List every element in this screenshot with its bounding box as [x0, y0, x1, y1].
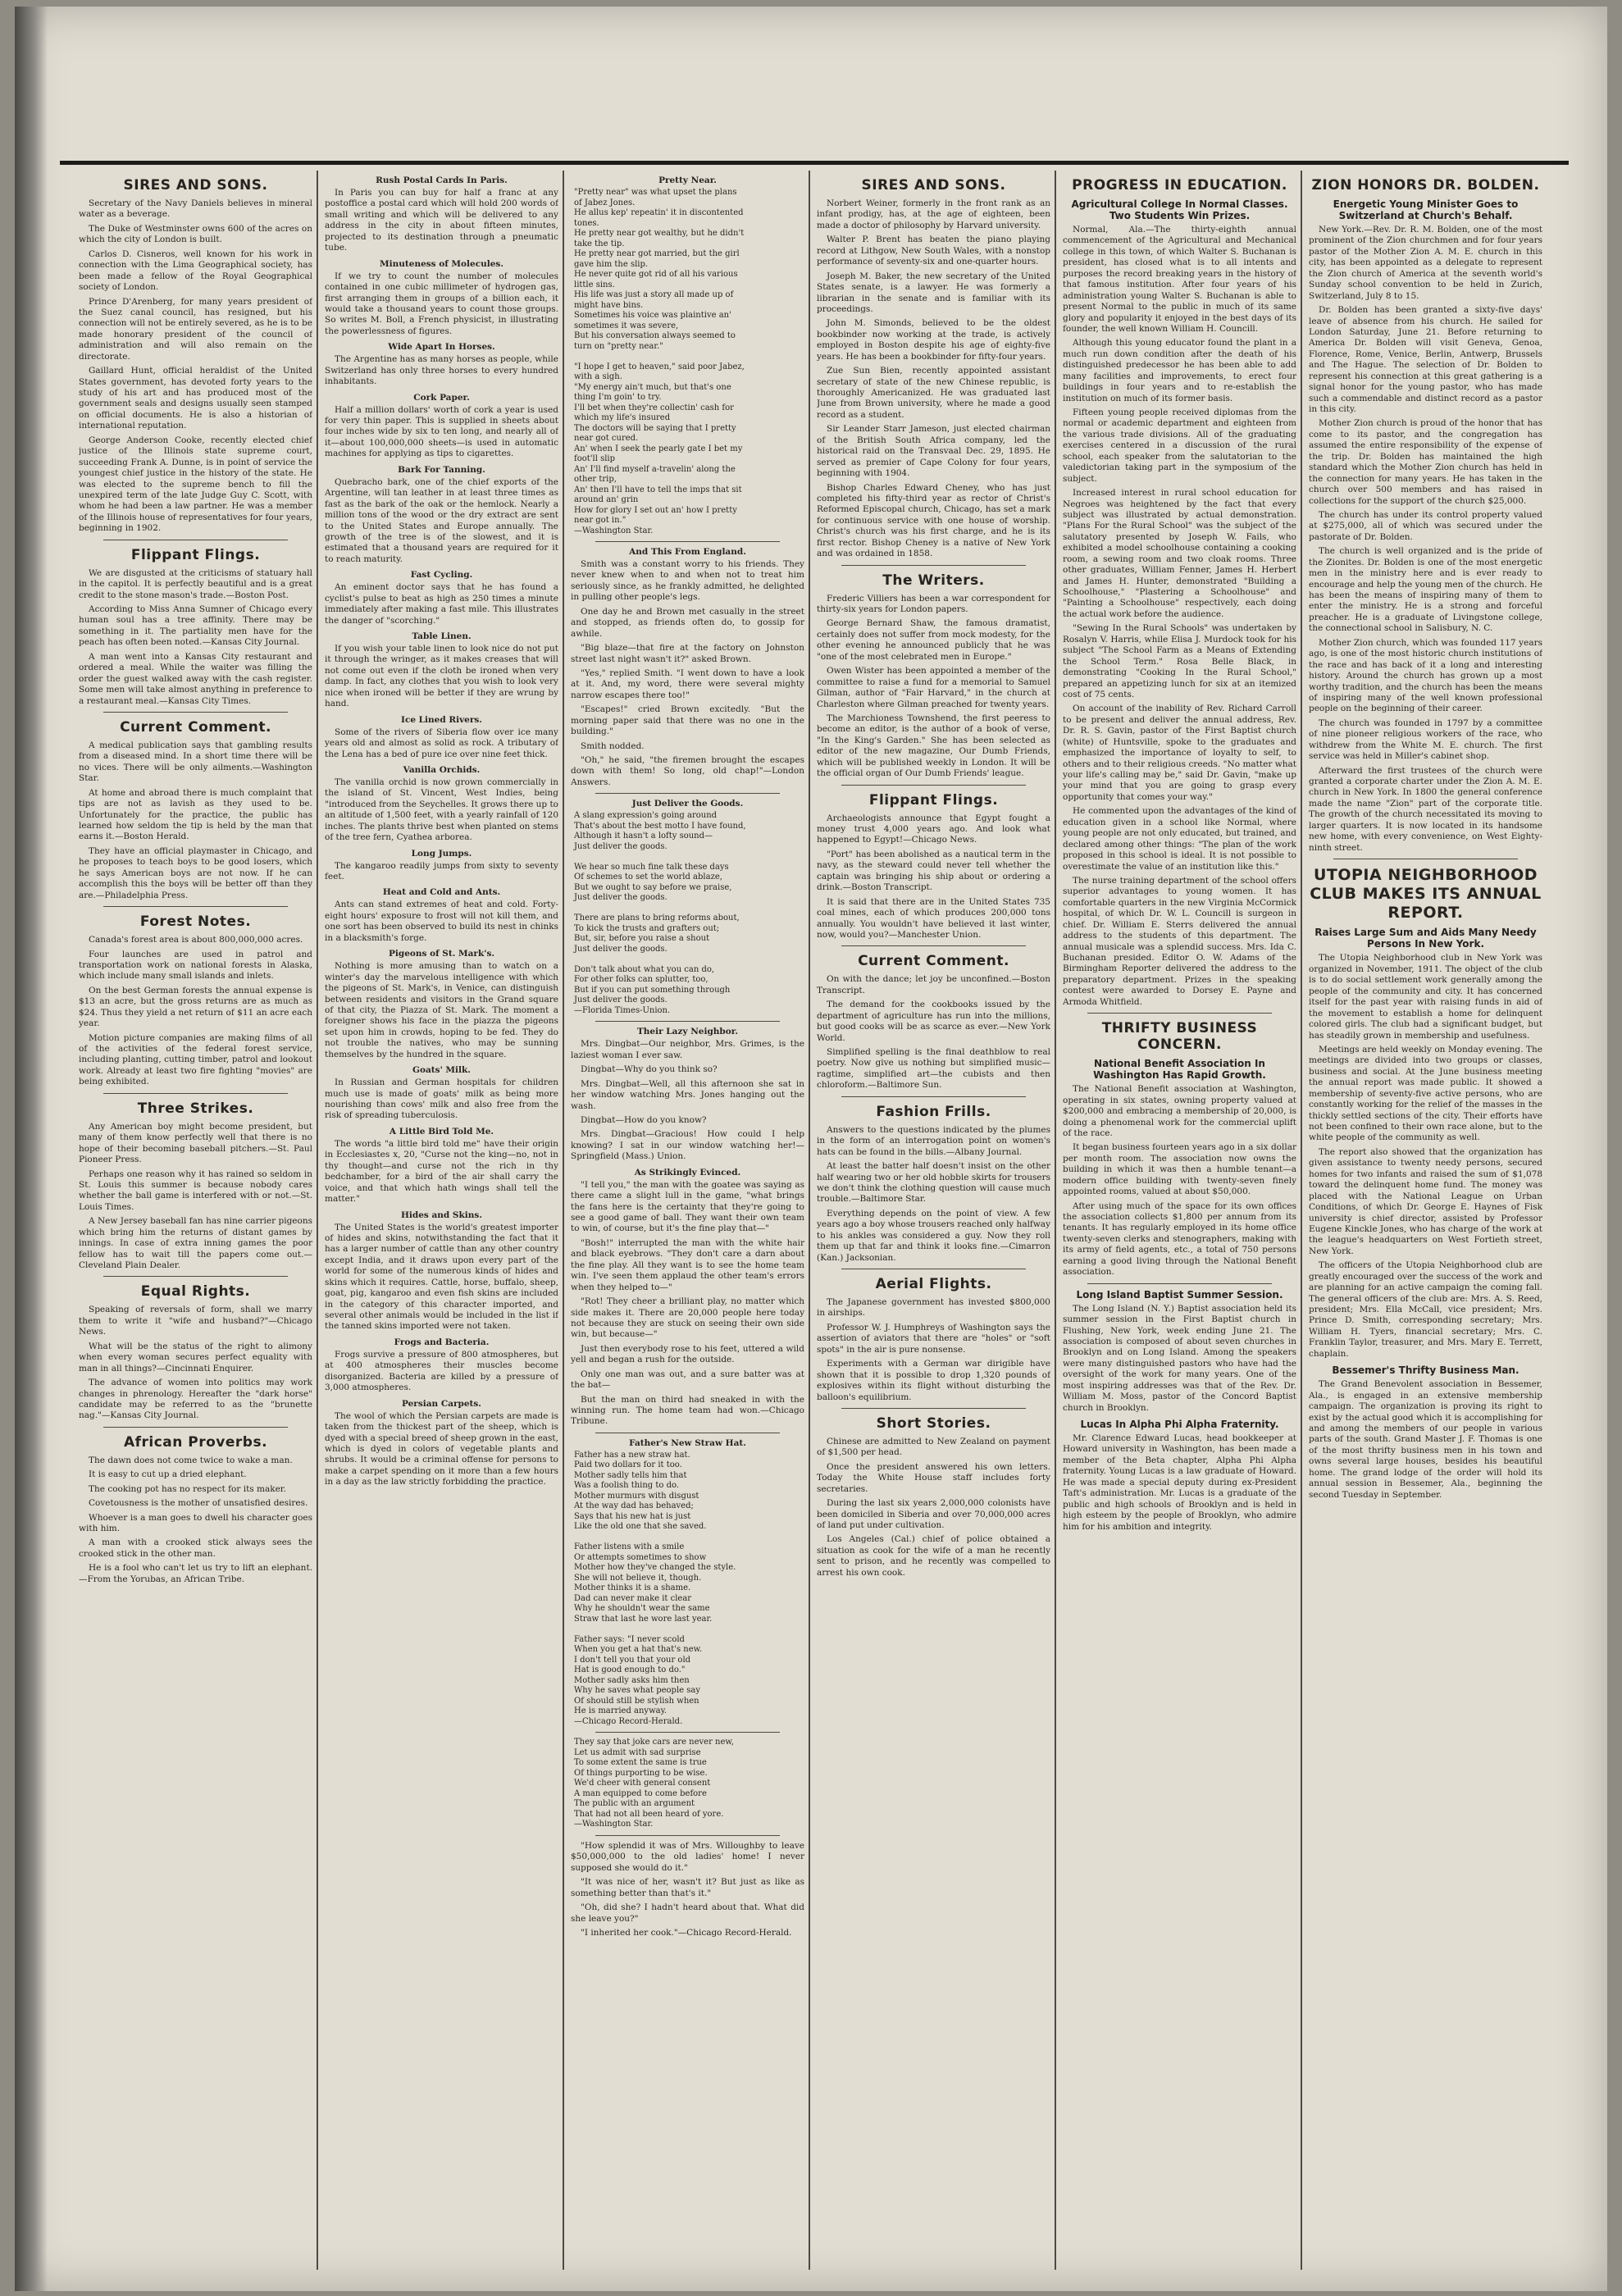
article-body — [325, 961, 558, 1060]
paragraph: "How splendid it was of Mrs. Willoughby to leave $50,000,000 to the old ladies' home! I never supposed she would do it." — [571, 1840, 804, 1873]
section-heading: Fashion Frills. — [876, 1103, 991, 1120]
paragraph: Only one man was out, and a sure batter was at the bat— — [571, 1369, 804, 1391]
paragraph: It began business fourteen years ago in a six dollar per month room. The association now owns the building in which it was then a humble tenant—a modern office building with twenty-seven finely appointed rooms, valued at about $50,000. — [1063, 1142, 1296, 1197]
divider — [595, 1021, 780, 1022]
article-body — [817, 1437, 1050, 1578]
divider — [841, 565, 1026, 566]
article-body — [325, 1223, 558, 1332]
paragraph: Answers to the questions indicated by the plumes in the form of an interrogation point on women's hats can be found in the bills.—Albany Journal. — [817, 1124, 1050, 1157]
paragraph: "Port" has been abolished as a nautical term in the navy, as the steward could never tell whether the captain was bringing his ship about or ordering a drink.—Boston Transcript. — [817, 849, 1050, 893]
paragraph: New York.—Rev. Dr. R. M. Bolden, one of the most prominent of the Zion churchmen and for four years pastor of the Mother Zion A. M. E. church in this city, has been appointed as a delegate to represent the Zion church of America at the seventh world's Sunday school convention to be held in Zurich, Switzerland, July 8 to 15. — [1309, 225, 1542, 301]
paragraph: Smith was a constant worry to his friends. They never knew when to and when not to treat him seriously since, as he frankly admitted, he delighted in pulling other people's legs. — [571, 559, 804, 603]
paragraph: Owen Wister has been appointed a member of the committee to raise a fund for a memorial to Samuel Gilman, author of "Fair Harvard," in the church at Charleston where Gilman preached for twenty years. — [817, 666, 1050, 709]
paragraph: One day he and Brown met casually in the street and stopped, as friends often do, to gossip for awhile. — [571, 606, 804, 639]
paragraph: On the best German forests the annual expense is $13 an acre, but the gross returns are as much as $24. Thus they yield a net return of $11 an acre each year. — [79, 985, 312, 1029]
item-heading: And This From England. — [629, 547, 746, 557]
article-body — [325, 271, 558, 338]
article-body — [817, 813, 1050, 941]
paragraph: The report also showed that the organization has given assistance to twenty needy persons, secured homes for two infants and raised the sum of $1,078 toward the delinquent home fund. The money was placed with the National League on Urban Conditions, of which Dr. George E. Haynes of Fisk university is chief director, assisted by Professor Eugene Kinckle Jones, who has charge of the work at the league's headquarters on West Fortieth street, New York. — [1309, 1146, 1542, 1256]
paragraph: "Big blaze—that fire at the factory on Johnston street last night wasn't it?" asked Brown. — [571, 643, 804, 664]
paragraph: "Bosh!" interrupted the man with the white hair and black eyebrows. "They don't care a darn about the fine play. All they want is to see the home team win. I've seen them applaud the other team's errors when they helped to—" — [571, 1237, 804, 1292]
article-body — [1063, 225, 1296, 1008]
article-body — [325, 1077, 558, 1122]
subheading: Agricultural College In Normal Classes. Two Students Win Prizes. — [1071, 198, 1288, 221]
divider — [841, 785, 1026, 786]
item-heading: Wide Apart In Horses. — [388, 342, 495, 353]
column-rule — [1055, 171, 1056, 2270]
column-1 — [79, 171, 312, 2270]
section-heading: African Proverbs. — [123, 1433, 268, 1451]
paragraph: Dingbat—How do you know? — [581, 1114, 707, 1125]
paragraph: Ants can stand extremes of heat and cold. Forty-eight hours' exposure to frost will not kill them, and one sort has been observed to build its nest in chinks in a blacksmith's forge. — [325, 900, 558, 943]
paragraph: Smith nodded. — [581, 740, 645, 751]
column-2 — [325, 171, 558, 2270]
poem: "Pretty near" was what upset the plans of Jabez Jones. He allus kep' repeatin' it in discontented tones. He pretty near got wealthy, but he didn't take the tip. He pretty near got married, but the girl gave him the slip. He never quite got rid of all his various little sins. His life was just a story all made up of might have bins. Sometimes his voice was plaintive an' sometimes it was severe, But his conversation always seemed to turn on "pretty near." "I hope I get to heaven," said poor Jabez, with a sigh. "My energy ain't much, but that's one thing I'm goin' to try. I'll bet when they're collectin' cash for which my life's insured The doctors will be saying that I pretty near got cured. An' when I seek the pearly gate I bet my foot'll slip An' I'll find myself a-travelin' along the other trip, An' then I'll have to tell the imps that sit around an' grin How for glory I set out an' how I pretty near got in." —Washington Star. — [574, 188, 745, 535]
paragraph: He commented upon the advantages of the kind of education given in a school like Normal, where young people are not only educated, but trained, and declared among other things: "The plan of the work proposed in this school is ideal. It is not possible to overestimate the value of an institution like this." — [1063, 806, 1296, 872]
paragraph: The nurse training department of the school offers superior advantages to young women. It has comfortable quarters in the new Virginia McCormick hospital, of which Dr. W. L. Councill is surgeon in chief. Dr. William E. Sterrs delivered the annual address to the students of this department. The annual musicale was a splendid success. Mrs. Ida C. Buchanan presided. Editor O. W. Adams of the Birmingham Reporter delivered the address to the preparatory department. Prizes in the speaking contest were awarded to Dorsey E. Payne and Armoda Whitfield. — [1063, 875, 1296, 1007]
paragraph: Although this young educator found the plant in a much run down condition after the death of his distinguished predecessor he has been able to add many facilities and improvements, to erect four buildings in four years and to re-establish the institution on much of its former basis. — [1063, 338, 1296, 403]
column-rule — [563, 171, 564, 2270]
paragraph: Covetousness is the mother of unsatisfied desires. — [89, 1498, 308, 1509]
item-heading: Vanilla Orchids. — [403, 764, 481, 775]
divider — [103, 1427, 288, 1428]
article-body — [79, 568, 312, 707]
section-heading: THRIFTY BUSINESS CONCERN. — [1101, 1020, 1258, 1054]
paragraph: Everything depends on the point of view. A few years ago a boy whose trousers reached only halfway to his ankles was considered a guy. Now they roll them up that far and think it looks fine.—Cimarron (Kan.) Jacksonian. — [817, 1208, 1050, 1263]
paragraph: At home and abroad there is much complaint that tips are not as lavish as they used to be. Unfortunately for the practice, the public has learned how seldom the tip is held by the man that earns it.—Boston Herald. — [79, 787, 312, 842]
divider — [841, 945, 1026, 946]
item-heading: Long Jumps. — [411, 848, 472, 859]
article-body — [79, 1305, 312, 1421]
item-heading: Bark For Tanning. — [398, 464, 485, 475]
paragraph: Meetings are held weekly on Monday evening. The meetings are divided into two groups or classes, business and social. At the June business meeting the annual report was made public. It showed a membership of seventy-five active persons, who are constantly working for the relief of the masses in the thickly settled sections of the city. Their efforts have not been confined to their own race alone, but to the white people of the community as well. — [1309, 1044, 1542, 1143]
paragraph: Simplified spelling is the final deathblow to real poetry. Now give us nothing but simplified music—ragtime, simplified art—the cubists and then chloroform.—Baltimore Sun. — [817, 1047, 1050, 1091]
paragraph: He is a fool who can't let us try to lift an elephant.—From the Yorubas, an African Tribe. — [79, 1563, 312, 1584]
article-body — [325, 1350, 558, 1394]
paragraph: It is said that there are in the United States 735 coal mines, each of which produces 200,000 tons annually. You wouldn't have believed it last winter, now, would you?—Manchester Union. — [817, 896, 1050, 940]
divider — [103, 1093, 288, 1094]
article-body — [571, 1039, 804, 1162]
paragraph: After using much of the space for its own offices the association collects $1,800 per annum from its tenants. It has regularly employed in its home office twenty-seven clerks and stenographers, making with its army of field agents, etc., a total of 750 persons earning a good living through the National Benefit association. — [1063, 1200, 1296, 1278]
paragraph: It is easy to cut up a dried elephant. — [89, 1469, 247, 1480]
subheading: Raises Large Sum and Aids Many Needy Persons In New York. — [1314, 927, 1537, 950]
paragraph: The National Benefit association at Washington, operating in six states, owning property valued at $200,000 and embracing a membership of 20,000, is doing a phenomenal work for the commercial uplift of the race. — [1063, 1084, 1296, 1138]
item-heading: Just Deliver the Goods. — [631, 799, 744, 809]
paragraph: The Japanese government has invested $800,000 in airships. — [817, 1297, 1050, 1319]
item-heading: Father's New Straw Hat. — [629, 1437, 746, 1448]
paragraph: The kangaroo readily jumps from sixty to seventy feet. — [325, 860, 558, 882]
poem: Father has a new straw hat. Paid two dollars for it too. Mother sadly tells him that Was a foolish thing to do. Mother murmurs with disgust At the way dad has behaved; Says that his new hat is just Like the old one that she saved. Father listens with a smile Or attempts sometimes to show Mother how they've changed the style. She will not believe it, though. Mother thinks it is a shame. Dad can never make it clear Why he shouldn't wear the same Straw that last he wore last year. Father says: "I never scold When you get a hat that's new. I don't tell you that your old Hat is good enough to do." Mother sadly asks him then Why he saves what people say Of should still be stylish when He is married anyway. —Chicago Record-Herald. — [574, 1450, 736, 1726]
article-body — [571, 559, 804, 788]
item-heading: Pigeons of St. Mark's. — [388, 949, 495, 959]
paragraph: Any American boy might become president, but many of them know perfectly well that there is no hope of their becoming baseball pitchers.—St. Paul Pioneer Press. — [79, 1121, 312, 1165]
paragraph: Perhaps one reason why it has rained so seldom in St. Louis this summer is because nobody cares whether the ball game is interfered with or not.—St. Louis Times. — [79, 1168, 312, 1212]
column-3 — [571, 171, 804, 2270]
paragraph: "Oh, did she? I hadn't heard about that. What did she leave you?" — [571, 1902, 804, 1924]
article-body — [817, 974, 1050, 1091]
paragraph: A New Jersey baseball fan has nine carrier pigeons which bring him the returns of distant games by innings. In case of extra inning games the poor fellow has to wait till the papers come out.—Cleveland Plain Dealer. — [79, 1216, 312, 1270]
subheading: Energetic Young Minister Goes to Switzerland at Church's Behalf. — [1333, 198, 1519, 221]
article-body — [1063, 1433, 1296, 1533]
article-body — [325, 405, 558, 460]
paragraph: Archaeologists announce that Egypt fought a money trust 4,000 years ago. And look what happened to Egypt!—Chicago News. — [817, 813, 1050, 845]
paragraph: The church is well organized and is the pride of the Zionites. Dr. Bolden is one of the most energetic men in the ministry here and is ever ready to encourage and help the young men of the church. He has been the means of inspiring many of them to enter the ministry. He is a strong and forceful preacher. He is a graduate of Livingstone college, the connectional school in Salisbury, N. C. — [1309, 546, 1542, 634]
divider — [595, 1732, 780, 1733]
subheading: Long Island Baptist Summer Session. — [1076, 1288, 1283, 1301]
paragraph: George Bernard Shaw, the famous dramatist, certainly does not suffer from mock modesty, for the other evening he announced publicly that he was "one of the most celebrated men in Europe." — [817, 618, 1050, 662]
article-body — [79, 198, 312, 535]
column-rule — [1301, 171, 1302, 2270]
article-body — [325, 777, 558, 844]
paragraph: Experiments with a German war dirigible have shown that it is possible to drop 1,320 pounds of explosives within its flight without disturbing the balloon's equilibrium. — [817, 1359, 1050, 1402]
top-rule — [60, 161, 1569, 165]
paragraph: Speaking of reversals of form, shall we marry them to write it "wife and husband?"—Chicago News. — [79, 1305, 312, 1337]
divider — [1087, 1013, 1272, 1014]
paragraph: Frogs survive a pressure of 800 atmospheres, but at 400 atmospheres their muscles become disorganized. Bacteria are killed by a pressure of 3,000 atmospheres. — [325, 1349, 558, 1393]
paragraph: The advance of women into politics may work changes in phrenology. Hereafter the "dark horse" candidate may be referred to as the "brunette nag."—Kansas City Journal. — [79, 1378, 312, 1421]
paragraph: Zue Sun Bien, recently appointed assistant secretary of state of the new Chinese republic, is thoroughly Americanized. He was graduated last June from Brown university, where he made a good record as a student. — [817, 366, 1050, 420]
article-body — [817, 1125, 1050, 1264]
divider — [595, 541, 780, 542]
paragraph: Whoever is a man goes to dwell his character goes with him. — [79, 1512, 312, 1533]
section-heading: Current Comment. — [120, 718, 271, 736]
section-heading: SIRES AND SONS. — [123, 177, 268, 194]
column-rule — [809, 171, 810, 2270]
article-body — [325, 900, 558, 944]
paragraph: Quebracho bark, one of the chief exports of the Argentine, will tan leather in at least three times as fast as the bark of the oak or the hemlock. Nearly a million tons of the wood or the dry extract are sent to the United States and Europe annually. The growth of the tree is of the slowest, and it is estimated that a thousand years are required for it to reach maturity. — [325, 476, 558, 564]
section-heading: Equal Rights. — [140, 1283, 251, 1301]
paragraph: In Russian and German hospitals for children much use is made of goats' milk as being more nourishing than cows' milk and also free from the risk of spreading tuberculosis. — [325, 1077, 558, 1121]
divider — [595, 793, 780, 794]
paragraph: Mother Zion church is proud of the honor that has come to its pastor, and the congregation has assumed the entire responsibility of the expense of the trip. Dr. Bolden has maintained the high standard which the Mother Zion church has held in the connection for many years. He has taken in the church over 500 members and has raised in collections for the support of the church $25,000. — [1309, 418, 1542, 506]
paragraph: The church was founded in 1797 by a committee of nine pioneer religious workers of the race, who withdrew from the White M. E. church. The first service was held in Miller's cabinet shop. — [1309, 718, 1542, 762]
paragraph: The demand for the cookbooks issued by the department of agriculture has run into the millions, but good cooks will be as scarce as ever.—New York World. — [817, 1000, 1050, 1043]
item-heading: Their Lazy Neighbor. — [636, 1027, 739, 1037]
article-body — [325, 644, 558, 710]
section-heading: Current Comment. — [858, 953, 1009, 970]
paragraph: Afterward the first trustees of the church were granted a corporate charter under the Zion A. M. E. church in New York. In 1800 the general conference made the name "Zion" part of the corporate title. The growth of the church necessitated its moving to larger quarters. It is now located in its handsome new home, with every convenience, on West Eighty-ninth street. — [1309, 765, 1542, 853]
paragraph: The wool of which the Persian carpets are made is taken from the thickest part of the sheep, which is dyed with a special breed of sheep grown in the east, which is dyed in colors of vegetable plants and shrubs. It would be a criminal offense for persons to make a carpet spending on it more than a few hours in a day as the law strictly forbidding the practice. — [325, 1410, 558, 1487]
section-heading: ZION HONORS DR. BOLDEN. — [1311, 177, 1540, 194]
paragraph: "I inherited her cook."—Chicago Record-Herald. — [581, 1927, 792, 1938]
divider — [103, 1276, 288, 1277]
paragraph: Carlos D. Cisneros, well known for his work in connection with the Lima Geographical society, has been made a fellow of the Royal Geographical society of London. — [79, 248, 312, 293]
paragraph: They have an official playmaster in Chicago, and he proposes to teach boys to be good losers, which he says American boys are not now. If he can accomplish this the boys will be better off than they are.—Philadelphia Press. — [79, 845, 312, 900]
divider — [103, 906, 288, 907]
paragraph: Motion picture companies are making films of all of the activities of the federal forest service, including planting, cutting timber, patrol and lookout work. Already at least two fire fighting "movies" are being exhibited. — [79, 1032, 312, 1087]
paragraph: Los Angeles (Cal.) chief of police obtained a situation as cook for the wife of a man he recently sent to prison, and he recently was compelled to arrest his own cook. — [817, 1534, 1050, 1578]
column-6 — [1309, 171, 1542, 2270]
item-heading: Table Linen. — [412, 631, 472, 641]
item-heading: Pretty Near. — [658, 175, 717, 185]
section-heading: Three Strikes. — [137, 1100, 254, 1117]
paragraph: An eminent doctor says that he has found a cyclist's pulse to beat as high as 250 times a minute immediately after making a fast mile. This illustrates the danger of "scorching." — [325, 582, 558, 626]
paragraph: A man went into a Kansas City restaurant and ordered a meal. While the waiter was filling the order the guest walked away with the cash register. Some men will take almost anything in preference to a restaurant meal.—Kansas City Times. — [79, 651, 312, 706]
paragraph: A medical publication says that gambling results from a diseased mind. In a short time there will be no vices. There will be only ailments.—Washington Star. — [79, 740, 312, 784]
paragraph: On with the dance; let joy be unconfined.—Boston Transcript. — [817, 974, 1050, 995]
divider — [841, 1408, 1026, 1409]
item-heading: Frogs and Bacteria. — [394, 1337, 490, 1347]
poem: A slang expression's going around That's about the best motto I have found, Although it hasn't a lofty sound— Just deliver the goods. We hear so much fine talk these days Of schemes to set the world ablaze, But we ought to say before we praise, Just deliver the goods. There are plans to bring reforms about, To kick the trusts and grafters out; But, sir, before you raise a shout Just deliver the goods. Don't talk about what you can do, For other folks can splutter, too, But if you can put something through Just deliver the goods. —Florida Times-Union. — [574, 811, 746, 1015]
paragraph: George Anderson Cooke, recently elected chief justice of the Illinois state supreme court, succeeding Frank A. Dunne, is in point of service the youngest chief justice in the history of the state. He was elected to the supreme bench to fill the unexpired term of the late Judge Guy C. Scott, with whom he had been a law partner. He was a member of the Illinois house of representatives for four years, beginning in 1902. — [79, 435, 312, 534]
article-body — [325, 188, 558, 254]
item-heading: A Little Bird Told Me. — [389, 1126, 494, 1137]
article-body — [325, 582, 558, 626]
article-body — [325, 1411, 558, 1488]
paragraph: The Grand Benevolent association in Bessemer, Ala., is engaged in an extensive membership campaign. The organization is proving its right to exist by the actual good which it is accomplishing for and among the members of our people in various parts of the south. Grand Master J. F. Thomas is one of the most thrifty business men in his town and owns several large houses, besides his beautiful home. The grand lodge of the order will hold its annual session in Bessemer, Ala., beginning the second Tuesday in September. — [1309, 1379, 1542, 1500]
article-body — [571, 1841, 804, 1939]
paragraph: Dr. Bolden has been granted a sixty-five days' leave of absence from his church. He sailed for London Saturday, June 21. Before returning to America Dr. Bolden will visit Geneva, Genoa, Florence, Rome, Venice, Berlin, Antwerp, Brussels and The Hague. The selection of Dr. Bolden to represent his connection at this great gathering is a signal honor for the young pastor, who has made such a commendable and distinct record as a pastor in this city. — [1309, 305, 1542, 414]
paragraph: The church has under its control property valued at $275,000, all of which was secured under the pastorate of Dr. Bolden. — [1309, 509, 1542, 542]
paragraph: During the last six years 2,000,000 colonists have been domiciled in Siberia and over 70,000,000 acres of land put under cultivation. — [817, 1498, 1050, 1530]
section-heading: UTOPIA NEIGHBORHOOD CLUB MAKES ITS ANNUAL REPORT. — [1310, 866, 1542, 922]
article-body — [325, 1139, 558, 1205]
paragraph: Norbert Weiner, formerly in the front rank as an infant prodigy, has, at the age of eighteen, been made a doctor of philosophy by Harvard university. — [817, 198, 1050, 230]
item-heading: Minuteness of Molecules. — [380, 258, 503, 269]
article-body — [1063, 1084, 1296, 1278]
article-body — [325, 861, 558, 883]
paragraph: Canada's forest area is about 800,000,000 acres. — [89, 935, 303, 945]
paragraph: The words "a little bird told me" have their origin in Ecclesiastes x, 20, "Curse not the king—no, not in thy thought—and curse not the rich in thy bedchamber, for a bird of the air shall carry the voice, and that which hath wings shall tell the matter." — [325, 1138, 558, 1205]
paragraph: Walter P. Brent has beaten the piano playing record at Lithgow, New South Wales, with a nonstop performance of seventy-six and one-quarter hours. — [817, 235, 1050, 267]
paragraph: Sir Leander Starr Jameson, just elected chairman of the British South Africa company, led the historical raid on the Transvaal Dec. 29, 1895. He served as premier of Cape Colony for four years, beginning with 1904. — [817, 424, 1050, 479]
section-heading: Flippant Flings. — [868, 791, 999, 809]
item-heading: Hides and Skins. — [401, 1210, 482, 1220]
paragraph: We are disgusted at the criticisms of statuary hall in the capitol. It is perfectly beautiful and is a great credit to the stone mason's trade.—Boston Post. — [79, 567, 312, 600]
paragraph: According to Miss Anna Sumner of Chicago every human soul has a tree affinity. There may be something in it. The partiality men have for the peach has often been noted.—Kansas City Journal. — [79, 604, 312, 648]
paragraph: Fifteen young people received diplomas from the normal or academic department and eighteen from the various trade divisions. All of the graduating exercises centered in a discussion of the rural school, each speaker from the salutatorian to the valedictorian taking part in the symposium of the subject. — [1063, 408, 1296, 484]
paragraph: Mrs. Dingbat—Our neighbor, Mrs. Grimes, is the laziest woman I ever saw. — [571, 1039, 804, 1060]
paragraph: If you wish your table linen to look nice do not put it through the wringer, as it makes creases that will not come out even if the cloth be ironed when very damp. In fact, any clothes that you wish to look very nice when ironed will be better if they are wrung by hand. — [325, 644, 558, 709]
paragraph: "It was nice of her, wasn't it? But just as like as something better than that's it." — [571, 1877, 804, 1898]
paragraph: A man with a crooked stick always sees the crooked stick in the other man. — [79, 1538, 312, 1559]
item-heading: Ice Lined Rivers. — [401, 714, 482, 725]
paragraph: Normal, Ala.—The thirty-eighth annual commencement of the Agricultural and Mechanical college in this town, of which Walter S. Buchanan is president, has closed what is to all intents and purposes the record breaking years in the history of that famous institution. After four years of his administration young Walter S. Buchanan is able to present Normal to the public in much of its same glory and popularity it enjoyed in the best days of its founder, the well known William H. Councill. — [1063, 225, 1296, 334]
paragraph: The Marchioness Townshend, the first peeress to become an editor, is the author of a book of verse, "In the King's Garden." She has been selected as editor of the new magazine, Our Dumb Friends, which will be published weekly in London. It will be the official organ of Our Dumb Friends' league. — [817, 713, 1050, 779]
paragraph: In Paris you can buy for half a franc at any postoffice a postal card which will hold 200 words of small writing and which will be delivered to any address in the city in about fifteen minutes, projected to its destination through a pneumatic tube. — [325, 188, 558, 253]
paragraph: At least the batter half doesn't insist on the other half wearing two or her old hobble skirts for trousers we don't think the clothing question will cause much trouble.—Baltimore Star. — [817, 1161, 1050, 1205]
paragraph: The Long Island (N. Y.) Baptist association held its summer session in the First Baptist church in Flushing, New York, week ending June 21. The association is composed of about seven churches in Brooklyn and on Long Island. Among the speakers were many distinguished pastors who have had the oversight of the work for many years. One of the most inspiring addresses was that of the Rev. Dr. William M. Moss, pastor of the Concord Baptist church in Brooklyn. — [1063, 1303, 1296, 1413]
article-body — [325, 727, 558, 760]
paragraph: Secretary of the Navy Daniels believes in mineral water as a beverage. — [79, 198, 312, 220]
paragraph: Mr. Clarence Edward Lucas, head bookkeeper at Howard university in Washington, has been made a member of the Beta chapter, Alpha Phi Alpha fraternity. Young Lucas is a law graduate of Howard. He was made a special deputy during ex-President Taft's administration. Mr. Lucas is a graduate of the public and high schools of Brooklyn and is held in high esteem by the people of Brooklyn, who admire him for his ambition and integrity. — [1063, 1433, 1296, 1532]
newspaper-page — [15, 7, 1607, 2291]
paragraph: The officers of the Utopia Neighborhood club are greatly encouraged over the success of the work and are planning for an active campaign the coming fall. The general officers of the club are: Mrs. A. S. Reed, president; Mrs. Ella McCall, vice president; Mrs. Prince D. Smith, corresponding secretary; Mrs. William H. Tyers, financial secretary; Mrs. C. Franklin Taylor, treasurer, and Mrs. Mary E. Terrett, chaplain. — [1309, 1260, 1542, 1359]
poem: They say that joke cars are never new, Let us admit with sad surprise To some extent the same is true Of things purporting to be wise. We'd cheer with general consent A man equipped to come before The public with an argument That had not all been heard of yore. —Washington Star. — [574, 1738, 734, 1829]
paragraph: Mrs. Dingbat—Well, all this afternoon she sat in her window watching Mrs. Jones hanging out the wash. — [571, 1078, 804, 1111]
paragraph: Mother Zion church, which was founded 117 years ago, is one of the most historic church institutions of the race and has back of it a long and interesting history. Around the church has grown up a most worthy tradition, and the church has been the means of inspiring many of the well known professional people on the beginning of their career. — [1309, 637, 1542, 714]
paragraph: The United States is the world's greatest importer of hides and skins, notwithstanding the fact that it has a larger number of cattle than any other country except India, and it draws upon every part of the world for some of the numerous kinds of hides and skins which it requires. Cattle, horse, buffalo, sheep, goat, pig, kangaroo and even fish skins are included in the category of this character imported, and several other animals would be included in the list if the tanned skins imported were not taken. — [325, 1222, 558, 1332]
article-body — [325, 354, 558, 387]
paragraph: But the man on third had sneaked in with the winning run. The home team had won.—Chicago Tribune. — [571, 1394, 804, 1427]
article-body — [817, 198, 1050, 560]
article-body — [817, 594, 1050, 780]
paragraph: "Sewing In the Rural Schools" was undertaken by Rosalyn V. Harris, while Elisa J. Murdock took for his subject "The School Farm as a Means of Extending the School Term." Rosa Belle Black, in demonstrating "Cooking In the Rural School," prepared an appetizing lunch for six at an itemized cost of 75 cents. — [1063, 623, 1296, 699]
section-heading: Forest Notes. — [139, 913, 252, 931]
paragraph: If we try to count the number of molecules contained in one cubic millimeter of hydrogen gas, first arranging them in groups of a billion each, it would take a thousand years to count those groups. So writes M. Boll, a French physicist, in illustrating the powerlessness of figures. — [325, 271, 558, 336]
article-body — [1309, 953, 1542, 1360]
article-body — [79, 1122, 312, 1272]
divider — [595, 1835, 780, 1836]
headline-block — [1309, 866, 1542, 922]
paragraph: Joseph M. Baker, the new secretary of the United States senate, is a lawyer. He was formerly a librarian in the senate and is familiar with its proceedings. — [817, 271, 1050, 314]
section-heading: Short Stories. — [876, 1414, 991, 1432]
section-heading: Flippant Flings. — [130, 546, 261, 563]
paragraph: Prince D'Arenberg, for many years president of the Suez canal council, has resigned, but his connection will not be entirely severed, as he is to be made honorary president of the council of administration and will also remain on the directorate. — [79, 296, 312, 362]
paragraph: What will be the status of the right to alimony when every woman secures perfect equality with man in all things?—Cincinnati Enquirer. — [79, 1341, 312, 1374]
paragraph: The Duke of Westminster owns 600 of the acres on which the city of London is built. — [79, 223, 312, 245]
item-heading: As Strikingly Evinced. — [634, 1167, 741, 1178]
article-body — [1063, 1304, 1296, 1414]
paragraph: Just then everybody rose to his feet, uttered a wild yell and began a rush for the outside. — [571, 1343, 804, 1365]
section-heading: The Writers. — [882, 572, 985, 589]
item-heading: Fast Cycling. — [410, 570, 473, 581]
article-body — [571, 1180, 804, 1428]
article-body — [79, 935, 312, 1088]
paragraph: Frederic Villiers has been a war correspondent for thirty-six years for London papers. — [817, 593, 1050, 614]
article-body — [79, 740, 312, 901]
paragraph: Mrs. Dingbat—Gracious! How could I help knowing? I sat in our window watching her!—Springfield (Mass.) Union. — [571, 1129, 804, 1162]
paragraph: On account of the inability of Rev. Richard Carroll to be present and deliver the annual address, Rev. Dr. R. S. Gavin, pastor of the First Baptist church (white) of Huntsville, spoke to the graduates and emphasized the importance of loyalty to self, to others and to their religious creeds. "No matter what your life's calling may be," said Dr. Gavin, "make up your mind that you are going to grasp every opportunity that comes your way." — [1063, 704, 1296, 802]
item-heading: Rush Postal Cards In Paris. — [376, 175, 508, 185]
paragraph: Increased interest in rural school education for Negroes was heightened by the fact that every subject was illustrated by actual demonstration. "Plans For the Rural School" was the subject of the salutatory presented by Joseph W. Fails, who exhibited a model schoolhouse containing a cooking room, a sewing room and two cloak rooms. Three other graduates, William Fenner, James H. Herbert and James H. Hunter, demonstrated "Building a Schoolhouse," "Plastering a Schoolhouse" and "Painting a Schoolhouse" respectively, each doing the actual work before the audience. — [1063, 488, 1296, 619]
paragraph: "Oh," he said, "the firemen brought the escapes down with them! So long, old chap!"—London Answers. — [571, 755, 804, 787]
section-heading: SIRES AND SONS. — [861, 177, 1006, 194]
paragraph: "Escapes!" cried Brown excitedly. "But the morning paper said that there was no one in the building." — [571, 704, 804, 737]
paragraph: Once the president answered his own letters. Today the White House staff includes forty secretaries. — [817, 1461, 1050, 1494]
paragraph: The Utopia Neighborhood club in New York was organized in November, 1911. The object of the club is to do social settlement work generally among the people of the community and city. It has concerned itself for the past year with raising funds in aid of the movement to establish a home for delinquent colored girls. The club had a significant budget, but has steadily grown in membership and usefulness. — [1309, 953, 1542, 1041]
paragraph: The dawn does not come twice to wake a man. — [89, 1455, 293, 1465]
subheading: National Benefit Association In Washington Has Rapid Growth. — [1093, 1058, 1266, 1082]
paragraph: Professor W. J. Humphreys of Washington says the assertion of aviators that there are "holes" or "soft spots" in the air is pure nonsense. — [817, 1322, 1050, 1355]
paragraph: Gaillard Hunt, official heraldist of the United States government, has devoted forty years to the study of his art and has produced most of the government seals and designs usually seen stamped on official documents. He is also a historian of international reputation. — [79, 366, 312, 431]
paragraph: "Rot! They cheer a brilliant play, no matter which side makes it. There are 20,000 people here today not because they are stuck on seeing their own side win, but because—" — [571, 1296, 804, 1340]
column-4 — [817, 171, 1050, 2270]
divider — [103, 712, 288, 713]
divider — [1087, 1283, 1272, 1284]
column-5 — [1063, 171, 1296, 2270]
paragraph: Nothing is more amusing than to watch on a winter's day the marvelous intelligence with which the pigeons of St. Mark's, in Venice, can distinguish between residents and visitors in the Grand square of that city, the Piazza of St. Mark. The moment a foreigner shows his face in the piazza the pigeons set upon him in crowds, hoping to be fed. They do not trouble the natives, who may be sunning themselves by the hundred in the square. — [325, 961, 558, 1059]
paragraph: The Argentine has as many horses as people, while Switzerland has only three horses to every hundred inhabitants. — [325, 354, 558, 387]
paragraph: Some of the rivers of Siberia flow over ice many years old and almost as solid as rock. A tributary of the Lena has a bed of pure ice over nine feet thick. — [325, 727, 558, 759]
item-heading: Persian Carpets. — [402, 1398, 481, 1409]
paragraph: Four launches are used in patrol and transportation work on national forests in Alaska, which include many small islands and inlets. — [79, 949, 312, 982]
paragraph: "Yes," replied Smith. "I went down to have a look at it. And, my word, there were several mighty narrow escapes there too!" — [571, 667, 804, 700]
article-body — [1309, 1379, 1542, 1501]
paragraph: The vanilla orchid is now grown commercially in the island of St. Vincent, West Indies, being "introduced from the Seychelles. It grows there up to an altitude of 1,500 feet, with a yearly rainfall of 120 inches. The plants thrive best when planted on stems of the tree fern, Cyathea arborea. — [325, 777, 558, 843]
article-body — [1309, 225, 1542, 854]
paragraph: Half a million dollars' worth of cork a year is used for very thin paper. This is supplied in sheets about four inches wide by six to ten long, and nearly all of it—about 100,000,000 sheets—is used in automatic machines for applying as tips to cigarettes. — [325, 404, 558, 459]
page-binding-edge — [15, 7, 48, 2291]
divider — [841, 1096, 1026, 1097]
paragraph: Chinese are admitted to New Zealand on payment of $1,500 per head. — [817, 1436, 1050, 1458]
paragraph: John M. Simonds, believed to be the oldest bookbinder now working at the trade, is actively employed in Boston despite his age of eighty-five years. He has been a bookbinder for fifty-four years. — [817, 318, 1050, 362]
subheading: Bessemer's Thrifty Business Man. — [1332, 1364, 1519, 1377]
paragraph: "I tell you," the man with the goatee was saying as there came a slight lull in the game, "what brings the fans here is the certainty that they're going to see a good game of ball. They want their own team to win, of course, but it's the fine play that—" — [571, 1179, 804, 1234]
section-heading: Aerial Flights. — [875, 1276, 992, 1292]
article-body — [79, 1456, 312, 1585]
column-rule — [317, 171, 318, 2270]
article-body — [325, 477, 558, 566]
item-heading: Cork Paper. — [413, 392, 470, 403]
item-heading: Goats' Milk. — [412, 1065, 471, 1076]
paragraph: Dingbat—Why do you think so? — [581, 1064, 718, 1075]
item-heading: Heat and Cold and Ants. — [382, 887, 501, 898]
article-body — [817, 1297, 1050, 1403]
paragraph: The cooking pot has no respect for its maker. — [89, 1483, 287, 1494]
paragraph: Bishop Charles Edward Cheney, who has just completed his fifty-third year as rector of Christ's Reformed Episcopal church, Chicago, has set a mark for continuous service with one house of worship. Christ's church was his first charge, and he is its first rector. Bishop Cheney is a native of New York and was ordained in 1858. — [817, 482, 1050, 559]
section-heading: PROGRESS IN EDUCATION. — [1072, 177, 1287, 194]
subheading: Lucas In Alpha Phi Alpha Fraternity. — [1080, 1419, 1279, 1430]
